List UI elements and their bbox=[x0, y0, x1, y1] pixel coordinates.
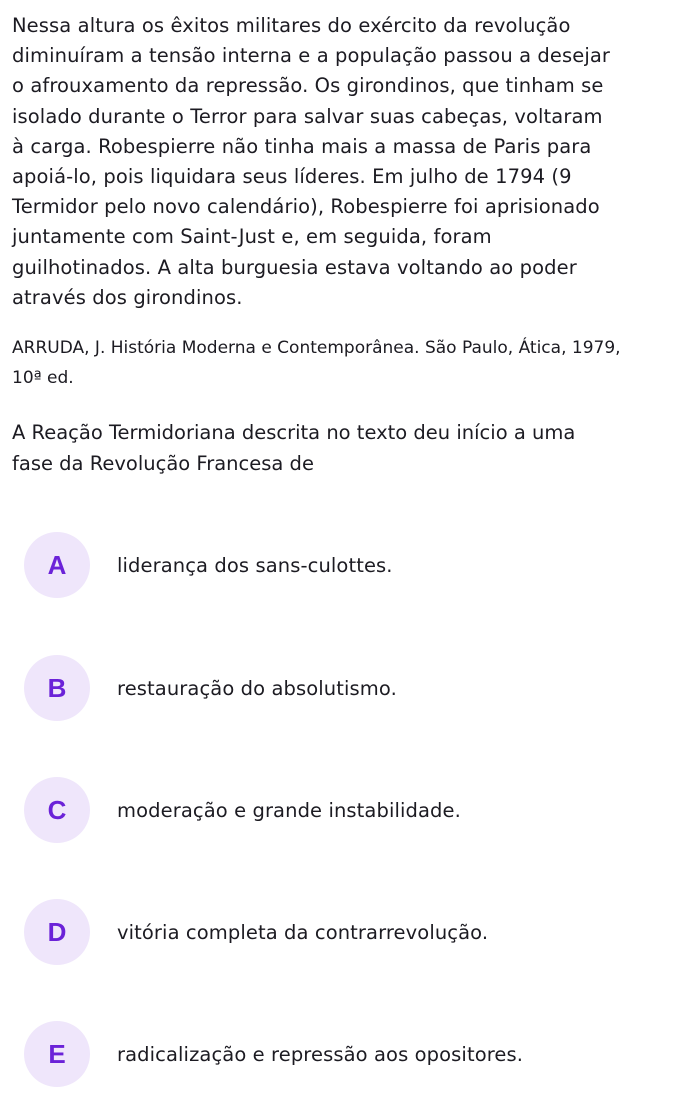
source-citation bbox=[12, 333, 672, 393]
option-text: restauração do absolutismo. bbox=[117, 676, 397, 700]
passage-line: apoiá-lo, pois liquidara seus líderes. Em julho de 1794 (9 bbox=[12, 165, 572, 189]
option-letter: D bbox=[47, 916, 67, 947]
option-text: liderança dos sans-culottes. bbox=[117, 553, 393, 577]
passage-line: diminuíram a tensão interna e a população passou a desejar bbox=[12, 44, 611, 68]
option-e[interactable] bbox=[24, 1021, 664, 1087]
option-letter: E bbox=[48, 1038, 66, 1069]
passage-text bbox=[12, 11, 667, 313]
question-prompt bbox=[12, 418, 667, 479]
option-badge[interactable] bbox=[24, 1021, 90, 1087]
option-c[interactable] bbox=[24, 777, 664, 843]
option-text: radicalização e repressão aos opositores. bbox=[117, 1042, 524, 1066]
passage-line: isolado durante o Terror para salvar suas cabeças, voltaram bbox=[12, 104, 603, 128]
option-b[interactable] bbox=[24, 655, 664, 721]
option-letter: B bbox=[47, 672, 67, 703]
option-d[interactable] bbox=[24, 899, 664, 965]
option-text: moderação e grande instabilidade. bbox=[117, 798, 461, 822]
option-badge[interactable] bbox=[24, 655, 90, 721]
citation-line: ARRUDA, J. História Moderna e Contemporânea. São Paulo, Ática, 1979, bbox=[12, 338, 621, 358]
citation-line: 10ª ed. bbox=[12, 368, 74, 388]
option-letter: C bbox=[47, 794, 67, 825]
passage-line: juntamente com Saint-Just e, em seguida, foram bbox=[12, 225, 492, 249]
passage-line: Nessa altura os êxitos militares do exército da revolução bbox=[12, 14, 571, 37]
passage-line: o afrouxamento da repressão. Os girondinos, que tinham se bbox=[12, 74, 604, 98]
question-line: A Reação Termidoriana descrita no texto deu início a uma bbox=[12, 421, 576, 444]
option-a[interactable] bbox=[24, 532, 664, 598]
passage-line: através dos girondinos. bbox=[12, 285, 243, 309]
passage-line: Termidor pelo novo calendário), Robespierre foi aprisionado bbox=[12, 195, 600, 219]
passage-line: à carga. Robespierre não tinha mais a massa de Paris para bbox=[12, 134, 592, 158]
option-badge[interactable] bbox=[24, 777, 90, 843]
option-text: vitória completa da contrarrevolução. bbox=[117, 920, 489, 944]
option-badge[interactable] bbox=[24, 532, 90, 598]
passage-line: guilhotinados. A alta burguesia estava voltando ao poder bbox=[12, 255, 577, 279]
option-badge[interactable] bbox=[24, 899, 90, 965]
question-line: fase da Revolução Francesa de bbox=[12, 451, 314, 475]
option-letter: A bbox=[47, 549, 67, 580]
